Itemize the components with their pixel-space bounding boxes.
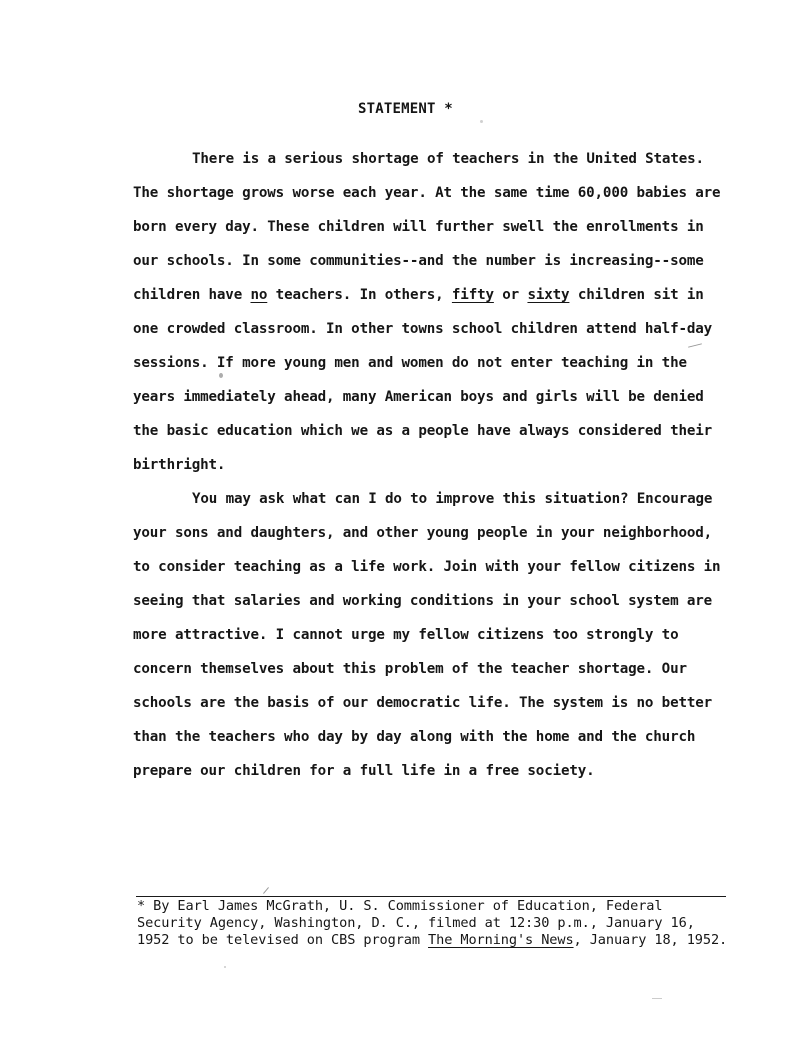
paragraph-1-line-6: one crowded classroom. In other towns school children attend half-day — [133, 321, 713, 337]
underlined-word-sixty: sixty — [527, 287, 570, 303]
paragraph-2-line-2: your sons and daughters, and other young people in your neighborhood, — [133, 525, 713, 541]
paragraph-1-line-4: our schools. In some communities--and the number is increasing--some — [133, 253, 704, 269]
paragraph-2-line-4: seeing that salaries and working conditions in your school system are — [133, 593, 713, 609]
paragraph-2-line-1: You may ask what can I do to improve this situation? Encourage — [192, 491, 713, 507]
footnote-divider — [136, 896, 726, 897]
scan-scratch — [688, 343, 702, 347]
paragraph-2-line-3: to consider teaching as a life work. Join with your fellow citizens in — [133, 559, 721, 575]
scan-scratch — [652, 998, 662, 999]
underlined-word-fifty: fifty — [451, 287, 494, 303]
paragraph-1-line-5 — [133, 286, 704, 304]
paragraph-1-line-3: born every day. These children will further swell the enrollments in — [133, 219, 704, 235]
paragraph-2-line-5: more attractive. I cannot urge my fellow citizens too strongly to — [133, 627, 679, 643]
footnote-line-2: Security Agency, Washington, D. C., filmed at 12:30 p.m., January 16, — [137, 915, 695, 931]
paragraph-1-line-10: birthright. — [133, 457, 226, 473]
scan-speck — [224, 966, 226, 968]
paragraph-1-line-2: The shortage grows worse each year. At the same time 60,000 babies are — [133, 185, 721, 201]
program-name: The Morning's News — [428, 932, 574, 948]
footnote-line-3 — [137, 932, 727, 949]
text-segment: , January 18, 1952. — [573, 932, 728, 948]
paragraph-2-line-9: prepare our children for a full life in a free society. — [133, 763, 595, 779]
paragraph-1-line-9: the basic education which we as a people have always considered their — [133, 423, 713, 439]
document-title: STATEMENT * — [358, 101, 453, 117]
scan-speck — [219, 373, 223, 378]
underlined-word-no: no — [250, 287, 268, 303]
paragraph-1-line-8: years immediately ahead, many American boys and girls will be denied — [133, 389, 704, 405]
paragraph-2-line-6: concern themselves about this problem of the teacher shortage. Our — [133, 661, 687, 677]
footnote-line-1: * By Earl James McGrath, U. S. Commissioner of Education, Federal — [137, 898, 663, 914]
paragraph-1-line-1: There is a serious shortage of teachers in the United States. — [192, 151, 704, 167]
text-segment: 1952 to be televised on CBS program — [137, 932, 429, 948]
scan-speck — [480, 120, 483, 123]
text-segment: or — [493, 287, 528, 303]
text-segment: children have — [133, 287, 251, 303]
paragraph-2-line-7: schools are the basis of our democratic life. The system is no better — [133, 695, 713, 711]
paragraph-2-line-8: than the teachers who day by day along with the home and the church — [133, 729, 696, 745]
text-segment: children sit in — [569, 287, 704, 303]
paragraph-1-line-7: sessions. If more young men and women do not enter teaching in the — [133, 355, 687, 371]
scan-scratch — [263, 887, 269, 894]
text-segment: teachers. In others, — [267, 287, 452, 303]
